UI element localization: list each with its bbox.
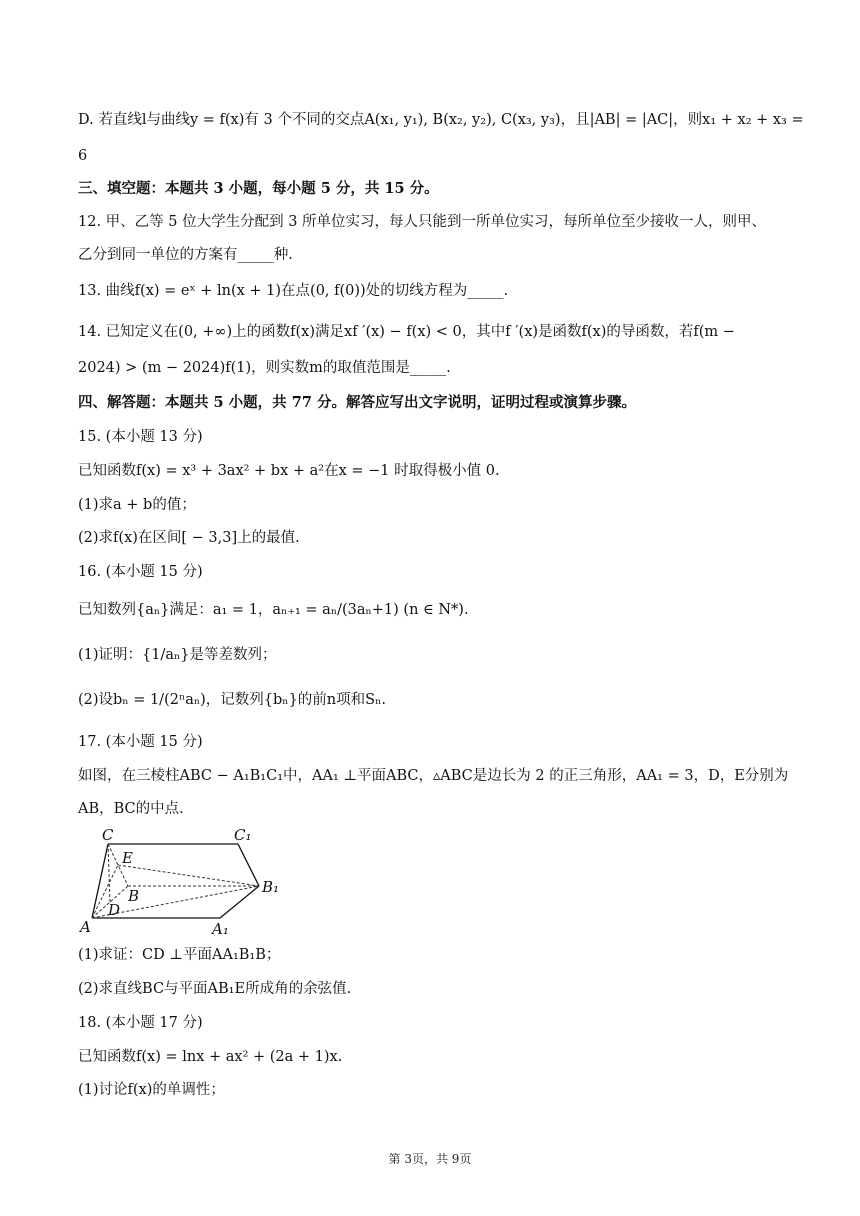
question-16-header: 16. (本小题 15 分)	[78, 564, 203, 580]
section-answer-heading: 四、解答题：本题共 5 小题，共 77 分。解答应写出文字说明，证明过程或演算步骤。	[78, 394, 636, 411]
option-d-line1: D. 若直线l与曲线y = f(x)有 3 个不同的交点A(x₁, y₁), B(x₂, y₂), C(x₃, y₃)，且|AB| = |AC|，则x₁ + x₂ + x₃ =	[78, 112, 804, 128]
section-fill-blank-heading: 三、填空题：本题共 3 小题，每小题 5 分，共 15 分。	[78, 180, 439, 197]
question-15-part1: (1)求a + b的值；	[78, 497, 196, 513]
question-17-stem-line2: AB，BC的中点.	[78, 801, 184, 817]
question-18-stem: 已知函数f(x) = lnx + ax² + (2a + 1)x.	[78, 1049, 343, 1065]
question-15-part2: (2)求f(x)在区间[ − 3,3]上的最值.	[78, 530, 300, 546]
question-12-line2: 乙分到同一单位的方案有_____种.	[78, 247, 293, 263]
question-16-part1: (1)证明：{1/aₙ}是等差数列；	[78, 647, 277, 663]
label-d: D	[108, 901, 121, 919]
label-a1: A₁	[212, 920, 229, 938]
question-15-header: 15. (本小题 13 分)	[78, 429, 203, 445]
question-14-line2: 2024) > (m − 2024)f(1)，则实数m的取值范围是_____.	[78, 360, 451, 376]
page-footer: 第 3页，共 9页	[388, 1152, 472, 1166]
label-b: B	[128, 887, 140, 905]
question-17-stem-line1: 如图，在三棱柱ABC − A₁B₁C₁中，AA₁ ⊥平面ABC，▵ABC是边长为 2 的正三角形，AA₁ = 3，D，E分别为	[78, 768, 789, 784]
option-d-line2: 6	[78, 148, 88, 164]
label-a: A	[80, 918, 91, 936]
question-17-part2: (2)求直线BC与平面AB₁E所成角的余弦值.	[78, 981, 352, 997]
question-18-part1: (1)讨论f(x)的单调性；	[78, 1082, 225, 1098]
question-17-header: 17. (本小题 15 分)	[78, 734, 203, 750]
question-16-stem: 已知数列{aₙ}满足：a₁ = 1，aₙ₊₁ = aₙ/(3aₙ+1) (n ∈ N*).	[78, 602, 469, 618]
question-16-part2: (2)设bₙ = 1/(2ⁿaₙ)，记数列{bₙ}的前n项和Sₙ.	[78, 692, 386, 708]
question-14-line1: 14. 已知定义在(0, +∞)上的函数f(x)满足xf ′(x) − f(x) < 0，其中f ′(x)是函数f(x)的导函数，若f(m −	[78, 324, 735, 340]
label-c1: C₁	[234, 826, 252, 844]
label-e: E	[122, 849, 133, 867]
question-17-part1: (1)求证：CD ⊥平面AA₁B₁B；	[78, 947, 281, 963]
label-c: C	[102, 826, 114, 844]
prism-figure	[78, 826, 288, 938]
question-13: 13. 曲线f(x) = eˣ + ln(x + 1)在点(0, f(0))处的切线方程为_____.	[78, 283, 509, 299]
label-b1: B₁	[262, 878, 280, 896]
question-18-header: 18. (本小题 17 分)	[78, 1015, 203, 1031]
question-12-line1: 12. 甲、乙等 5 位大学生分配到 3 所单位实习，每人只能到一所单位实习，每所单位至少接收一人，则甲、	[78, 214, 767, 230]
question-15-stem: 已知函数f(x) = x³ + 3ax² + bx + a²在x = −1 时取得极小值 0.	[78, 463, 500, 479]
